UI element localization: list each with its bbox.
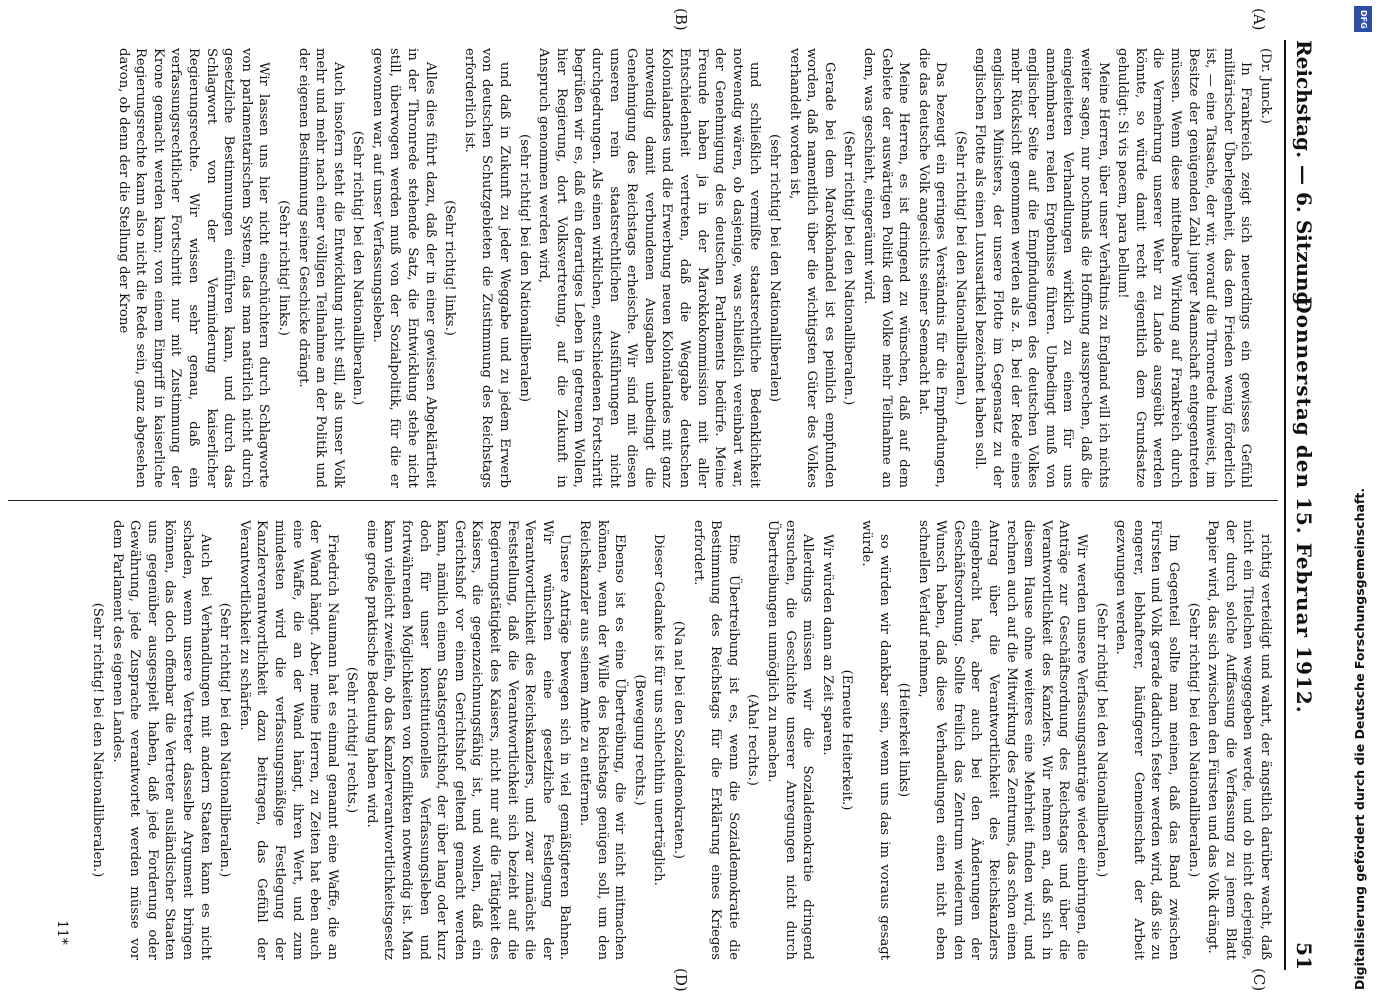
right-paragraph: (Erneute Heiterkeit.) xyxy=(839,669,855,811)
margin-mark-c: (C) xyxy=(1250,968,1268,992)
dfg-logo: DFG xyxy=(1354,6,1372,32)
right-paragraph: Wir werden unsere Verfassungsanträge wieder einbringen, die Anträge zur Geschäftsordnung des Reichstags und über die Verantwortlichkeit des Kanzlers. Wir nehmen an, daß sich in diesem Hause ohne weiteres eine Mehrheit finden wird, und rechnen auch auf die Mitwirkung des Zentrums, das schon einen Antrag über die Verantwortlichkeit des Reichskanzlers eingebracht hat, aber auch bei den Änderungen der Geschäftsordnung. Sollte freilich das Zentrum wiederum den Wunsch haben, daß diese Verhandlungen einen nicht eben schnellen Verlauf nehmen, xyxy=(915,520,1090,960)
header-left: Reichstag. — 6. Sitzung. xyxy=(1292,40,1316,313)
right-paragraph: Dieser Gedanke ist für uns schlechthin unerträglich. xyxy=(651,534,667,886)
right-paragraph: (Bewegung rechts.) xyxy=(631,674,647,806)
digitization-notice: Digitalisierung gefördert durch die Deutsche Forschungsgemeinschaft. xyxy=(1352,487,1367,990)
right-paragraph: (Heiterkeit links) xyxy=(896,682,912,798)
margin-mark-d: (D) xyxy=(672,968,690,992)
left-paragraph: Gerade bei dem Marokkohandel ist es peinlich empfunden worden, daß namentlich über die wichtigsten Güter des Volkes verhandelt worden ist, xyxy=(786,48,837,488)
signature-mark: 11* xyxy=(54,920,70,945)
right-paragraph: (Sehr richtig! bei den Nationalliberalen.) xyxy=(1093,602,1109,878)
left-paragraph: (Sehr richtig! links.) xyxy=(442,200,458,336)
header-center: Donnerstag den 15. Februar 1912. xyxy=(1292,296,1316,714)
right-column xyxy=(9,520,1274,960)
right-paragraph: (Na na! bei den Sozialdemokraten.) xyxy=(671,620,686,860)
speaker-label: (Dr. Junck.) xyxy=(1258,48,1273,124)
right-paragraph: Im Gegenteil sollte man meinen, daß das Band zwischen Fürsten und Volk gerade dadurch fester werden wird, daß sie zu engerer, lebhafterer, häufigerer Gemeinschaft der Arbeit gezwungen werden. xyxy=(1113,520,1182,960)
right-paragraph: Friedrich Naumann hat es einmal genannt eine Waffe, die an der Wand hängt. Aber, meine Herren, zu Zeiten hat eben auch eine Waffe, die an der Wand hängt, ihren Wert, und zum mindesten wird die verfassungsmäßige Festlegung der Kanzlerverantwortlichkeit dazu beitragen, das Gefühl der Verantwortlichkeit zu schärfen. xyxy=(236,520,340,960)
right-paragraph: Eine Übertreibung ist es, wenn die Sozialdemokratie die Bestimmung des Reichstags für die Erklärung eines Krieges erfordert. xyxy=(690,520,741,960)
left-paragraph: (Sehr richtig! bei den Nationalliberalen.) xyxy=(350,130,366,406)
left-paragraph: und schließlich vermißte staatsrechtliche Bedenklichkeit notwendig wären, ob dasjenige, was schließlich vereinbart war, der Genehmigung des deutschen Parlaments bedürfe. Meine Freunde haben ja in der Marokkokommission mit aller Entschiedenheit vertreten, daß die Weggabe deutschen Kolonialandes und die Erwerbung neuen Kolonialandes mit ganz notwendig damit verbundenen Ausgaben unbedingt die Genehmigung des Reichstags erheische. Wir sind mit diesen unseren rein staatsrechtlichen Ausführungen nicht durchgedrungen. Als einen wirklichen, entschiedenen Fortschritt begrüßen wir es, daß ein derartiges Leben in getreuem Wollen, hier Regierung, dort Volksvertretung, auf die Zukunft in Anspruch genommen werden wird, xyxy=(536,48,763,488)
right-paragraphs xyxy=(88,520,1274,960)
right-paragraph: Wir würden dann an Zeit sparen. xyxy=(819,534,835,756)
right-paragraph: Unsere Anträge bewegen sich in viel gemäßigteren Bahnen. Wir wünschen eine gesetzliche Festlegung der Verantwortlichkeit des Reichskanzlers, und zwar zunächst die Feststellung, daß die Verantwortlichkeit sich bezieht auf die Regierungstätigkeit des Kaisers, nicht nur auf die Tätigkeit des Kaisers, die gegenzeichnungsfähig ist, und wollen, daß ein Gerichtshof vor einem Gerichtshof geltend gemacht werden kann, nämlich einem Staatsgerichtshof, der über lang oder kurz doch für unser konstitutionelles Verfassungsleben und fortwährenden Möglichkeiten von Konflikten notwendig ist. Man kann vielleicht zweifeln, ob das Kanzlerverantwortlichkeitsgesetz eine große praktische Bedeutung haben wird. xyxy=(363,520,573,960)
right-paragraph: (Sehr richtig! bei den Nationalliberalen.) xyxy=(217,602,233,878)
left-paragraph: In Frankreich zeigt sich neuerdings ein gewisses Gefühl militärischer Überlegenheit, das dem Frieden wenig förderlich ist, — eine Tatsache, der wir, worauf die Thronrede hinweist, im Besitze der genügenden Zahl junger Mannschaft entgegentreten müssen. Wenn diese mittelbare Wirkung auf Frankreich durch die Vermehrung unserer Wehr zu Lande ausgeübt werden könnte, so würde damit recht eigentlich dem Grundsatze gehuldigt: Si vis pacem, para bellum! xyxy=(1115,48,1254,488)
left-paragraph: Das bezeugt ein geringes Verständnis für die Empfindungen, die das deutsche Volk angesichts seiner Seemacht hat. xyxy=(915,48,949,488)
margin-mark-a: (A) xyxy=(1250,8,1268,31)
right-paragraph: Auch bei Verhandlungen mit andern Staaten kann es nicht schaden, wenn unsere Vertreter dasselbe Argument bringen können, das doch offenbar die Vertreter ausländischer Staaten uns gegenüber ausgespielt haben, daß jede Forderung oder Gewährung, jede Zusprache verantwortet werden müsse vor dem Parlament des eigenen Landes. xyxy=(109,520,213,960)
left-paragraphs xyxy=(114,48,1254,488)
left-paragraph: (sehr richtig! bei den Nationalliberalen) xyxy=(766,133,782,403)
page-number: 51 xyxy=(1292,942,1316,970)
left-paragraph: und daß in Zukunft zu jeder Weggabe und zu jedem Erwerb von deutschen Schutzgebieten die Zustimmung des Reichstags erforderlich ist. xyxy=(461,48,513,488)
left-paragraph: (Sehr richtig! links.) xyxy=(275,200,291,336)
left-paragraph: Meine Herren, über unser Verhältnis zu England will ich nichts weiter sagen, nur nochmals die Hoffnung aussprechen, daß die eingeleiteten Verhandlungen wirklich zu einem für uns annehmbaren realen Ergebnisse führen. Unbedingt muß von englischer Seite auf die Empfindungen des deutschen Volkes mehr Rücksicht genommen werden als z. B. bei der Rede eines englischen Ministers, der unsere Flotte im Gegensatz zu der englischen Flotte als einen Luxusartikel bezeichnet haben soll. xyxy=(972,48,1111,488)
left-paragraph: Alles dies führt dazu, daß der in einer gewissen Abgeklärtheit in der Thronrede stehende Satz, die Entwicklung stehe nicht still, überwogen werden muß von der Sozialpolitik, für die er gewonnen war, auf unser Verfassungsleben. xyxy=(369,48,438,488)
right-paragraph: (Sehr richtig! bei den Nationalliberalen.) xyxy=(90,602,105,878)
left-paragraph: Auch insofern steht die Entwicklung nicht still, als unser Volk mehr und mehr nach einer völligen Teilnahme an der Politik und der eigenen Bestimmung seiner Geschicke drängt. xyxy=(295,48,346,488)
left-paragraph: (Sehr richtig! bei den Nationalliberalen.) xyxy=(841,130,857,406)
running-head xyxy=(1284,40,1320,970)
left-paragraph: Wir lassen uns hier nicht einschüchtern durch Schlagworte von parlamentarischem System, das man natürlich nicht durch gesetzliche Bestimmungen einführen kann, und durch das Schlagwort von der Verminderung kaiserlicher Regierungsrechte. Wir wissen sehr genau, daß ein verfassungsrechtlicher Fortschritt nur mit Zustimmung der Krone gemacht werden kann; von einem Eingriff in kaiserliche Regierungsrechte kann also nicht die Rede sein, ganz abgesehen davon, ob denn der die Stellung der Krone xyxy=(115,48,272,488)
margin-mark-b: (B) xyxy=(672,8,690,31)
right-paragraph: (Sehr richtig! bei den Nationalliberalen.) xyxy=(1185,602,1201,878)
right-paragraph: so würden wir dankbar sein, wenn uns das im voraus gesagt würde. xyxy=(858,520,892,960)
left-paragraph: (sehr richtig! bei den Nationalliberalen) xyxy=(516,133,532,403)
right-paragraph: Ebenso ist es eine Übertreibung, die wir nicht mitmachen können, wenn der Wille des Reichstags genügen soll, um den Reichskanzler aus seinem Amte zu entfernen. xyxy=(577,520,628,960)
column-divider xyxy=(8,500,1278,501)
right-paragraph: richtig verteidigt und wahrt, der ängstlich darüber wacht, daß nicht ein Titelchen weggegeben werde, und ob nicht derjenige, der durch solche Auffassung die Verfassung zu jenem Blatt Papier wird, das sich zwischen den Fürsten und das Volk drängt. xyxy=(1205,520,1273,960)
left-column xyxy=(9,48,1274,488)
left-paragraph: (Sehr richtig! bei den Nationalliberalen.) xyxy=(952,130,968,406)
right-paragraph: (Aha! rechts.) xyxy=(745,694,761,786)
left-paragraph: Meine Herren, es ist dringend zu wünschen, daß auf dem Gebiete der auswärtigen Politik dem Volke mehr Teilnahme an dem, was geschieht, eingeräumt wird. xyxy=(860,48,912,488)
right-paragraph: Allerdings müssen wir die Sozialdemokratie dringend ersuchen, die Geschichte unserer Anregungen nicht durch Übertreibungen unmöglich zu machen. xyxy=(764,520,816,960)
right-paragraph: (Sehr richtig! rechts.) xyxy=(344,666,360,814)
